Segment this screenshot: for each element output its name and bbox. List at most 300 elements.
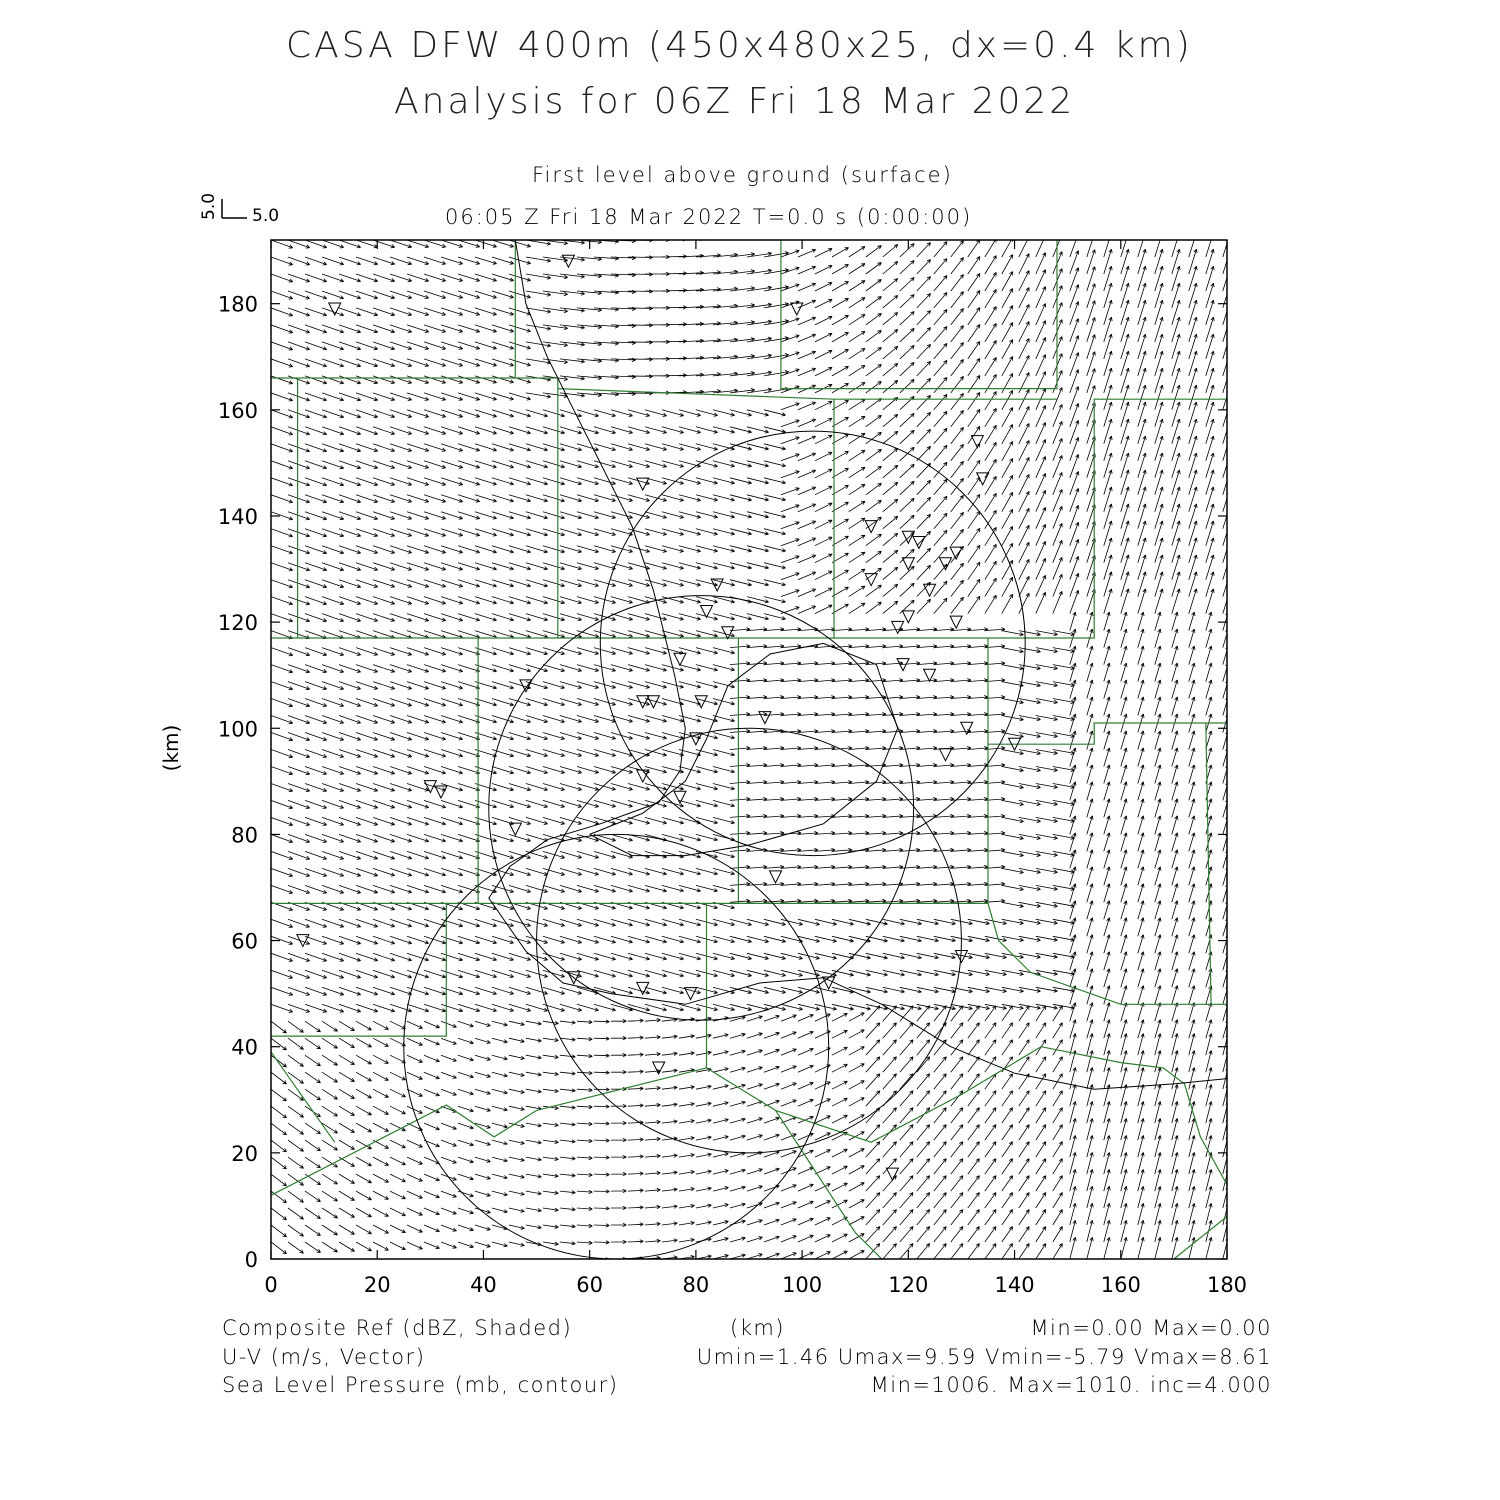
wind-vector [934,445,947,461]
wind-vector [560,1072,576,1076]
wind-vector [900,312,914,325]
wind-vector [1019,1244,1029,1260]
wind-vector [917,446,931,461]
wind-vector [1070,612,1076,631]
wind-vector [713,1102,729,1107]
wind-vector [1070,850,1076,869]
wind-vector [1053,1091,1063,1107]
wind-vector [1002,255,1013,274]
wind-vector [509,1191,525,1195]
wind-vector [781,1219,797,1225]
wind-vector [1189,986,1195,1005]
wind-vector [815,1133,831,1140]
wind-vector [492,1055,508,1060]
wind-vector [679,254,704,257]
wind-vector [849,264,865,275]
wind-vector [917,1244,930,1260]
wind-vector [1206,697,1212,716]
wind-vector [815,435,832,444]
wind-vector [1172,935,1178,954]
wind-vector [1189,799,1195,818]
wind-vector [798,317,816,325]
station-marker-icon [892,621,904,633]
wind-vector [1121,748,1127,767]
wind-vector [458,1259,474,1265]
wind-vector [1002,492,1013,511]
wind-vector [271,614,293,622]
wind-vector [747,1220,763,1225]
wind-vector [1155,1237,1161,1259]
wind-vector [883,601,898,613]
wind-vector [1155,748,1161,767]
wind-vector [611,1189,627,1193]
wind-vector [1189,816,1195,835]
wind-vector [1189,1237,1195,1259]
wind-vector [611,1138,627,1142]
wind-vector [985,1193,996,1209]
wind-vector [271,1174,287,1186]
wind-vector [764,1049,780,1055]
x-axis-unit: (km) [730,1316,786,1340]
wind-vector [1206,918,1212,937]
wind-vector [1070,663,1076,682]
wind-vector [696,1187,712,1191]
wind-vector [271,953,293,961]
wind-vector [1087,680,1093,699]
wind-vector [866,1040,880,1056]
footer-reflectivity-label: Composite Ref (dBZ, Shaded) [222,1316,573,1340]
wind-vector [1002,902,1024,907]
wind-vector [781,1151,797,1157]
wind-vector [985,1074,996,1090]
wind-vector [1002,594,1013,613]
wind-vector [713,1051,729,1056]
wind-vector [1104,731,1110,750]
wind-vector [832,298,849,308]
wind-vector [900,1040,913,1056]
wind-vector [662,1154,678,1158]
wind-vector [577,1241,593,1245]
wind-vector [883,1176,897,1192]
wind-vector [475,1225,491,1230]
wind-vector [339,1123,355,1132]
wind-vector [271,495,293,503]
wind-vector [1087,952,1093,971]
wind-vector [1138,612,1144,631]
wind-vector [917,1159,930,1175]
wind-vector [696,1119,712,1123]
wind-vector [866,364,882,376]
wind-vector [611,1019,627,1023]
wind-vector [1138,969,1144,988]
wind-vector [866,1006,880,1022]
wind-vector [1019,423,1029,443]
wind-vector [1189,901,1195,920]
wind-vector [934,496,947,511]
wind-vector [1155,215,1163,240]
wind-vector [900,244,914,258]
wind-vector [917,344,931,359]
wind-vector [271,834,293,842]
footer-pressure-label: Sea Level Pressure (mb, contour) [222,1373,619,1397]
wind-vector [271,240,293,248]
wind-vector [985,1176,996,1192]
wind-vector [798,402,816,410]
wind-vector [305,1242,321,1253]
wind-vector [917,1125,930,1141]
wind-vector [339,1072,355,1081]
wind-vector [288,1225,304,1236]
wind-vector [305,1174,321,1185]
wind-vector [985,595,997,613]
wind-vector [1223,1101,1229,1123]
wind-vector [288,1208,304,1219]
wind-vector [781,539,799,546]
wind-vector [1104,663,1110,682]
wind-vector [1172,663,1178,682]
wind-vector [900,1125,913,1141]
wind-vector [1155,833,1161,852]
wind-vector [1172,680,1178,699]
wind-vector [849,314,865,325]
wind-vector [390,1191,406,1199]
wind-vector [934,479,947,495]
wind-vector [1070,799,1076,818]
wind-vector [407,1191,423,1198]
wind-vector [1121,232,1129,257]
wind-vector [832,1064,848,1072]
wind-vector [1053,1040,1063,1056]
wind-vector [1104,629,1110,648]
wind-vector [441,1055,457,1061]
wind-vector [1070,867,1076,886]
wind-vector [475,1055,491,1060]
wind-vector [1189,918,1195,937]
wind-vector [1155,612,1161,631]
wind-vector [424,1174,440,1181]
wind-vector [798,470,816,478]
wind-vector [1104,884,1110,903]
wind-vector [1172,782,1178,801]
wind-vector [1036,1227,1046,1243]
wind-vector [492,1123,508,1128]
wind-vector [458,1157,474,1163]
wind-vector [934,343,947,359]
wind-vector [1223,1186,1229,1208]
wind-vector [696,1204,712,1208]
wind-vector [1019,576,1029,596]
station-marker-icon [913,537,925,549]
wind-vector [815,1014,831,1021]
wind-vector [1002,648,1024,653]
wind-vector [1121,612,1127,631]
wind-vector [628,1104,644,1107]
wind-vector [1121,850,1127,869]
wind-vector [1223,833,1229,852]
wind-vector [900,1057,913,1073]
wind-vector [985,273,997,292]
wind-vector [1104,816,1110,835]
wind-vector [900,1159,913,1175]
wind-vector [917,565,931,580]
wind-vector [407,1157,423,1164]
wind-vector [645,1154,661,1157]
wind-vector [730,1101,746,1106]
station-marker-icon [701,606,713,618]
wind-vector [271,1242,287,1254]
wind-vector [968,511,980,528]
wind-vector [1223,952,1229,971]
wind-vector [1223,1085,1229,1107]
wind-vector [628,1240,644,1244]
wind-vector [628,1070,644,1074]
wind-vector [866,1023,880,1038]
wind-vector [679,1052,695,1056]
wind-vector [1070,901,1076,920]
wind-vector [781,437,799,444]
wind-vector [883,1227,897,1243]
wind-vector [1002,1142,1013,1158]
wind-vector [849,1081,865,1090]
wind-vector [866,602,882,613]
wind-vector [322,1259,338,1269]
wind-vector [968,1040,980,1056]
wind-vector [1019,559,1029,579]
wind-vector [1172,850,1178,869]
wind-vector [781,1236,797,1242]
wind-vector [322,1225,338,1235]
wind-vector [424,1072,440,1079]
wind-vector [866,1091,880,1107]
wind-vector [492,1191,508,1196]
wind-vector [424,1191,440,1198]
wind-vector [1070,782,1076,801]
wind-vector [271,325,293,333]
wind-vector [1121,1003,1127,1022]
wind-vector [390,1242,406,1250]
wind-vector [985,408,997,426]
wind-vector [951,376,964,393]
wind-vector [407,1038,423,1045]
wind-vector [492,1174,508,1179]
wind-vector [475,1208,491,1213]
wind-vector [747,1118,763,1123]
wind-vector [645,1103,661,1107]
wind-vector [1036,1057,1046,1073]
wind-vector [339,1259,355,1268]
wind-vector [815,316,832,325]
wind-vector [645,1137,661,1140]
wind-vector [934,530,947,545]
wind-vector [611,1240,627,1244]
wind-vector [1087,833,1093,852]
wind-vector [1206,232,1214,257]
wind-vector [1002,851,1024,856]
wind-vector [526,1072,542,1076]
wind-vector [1070,697,1076,716]
wind-vector [271,970,293,978]
wind-vector [1019,1227,1029,1243]
wind-vector [271,1004,293,1012]
wind-vector [798,572,816,580]
wind-vector [1053,1176,1063,1192]
wind-vector [1155,918,1161,937]
wind-vector [968,1159,980,1175]
wind-vector [781,471,799,478]
wind-vector [1002,577,1013,596]
wind-vector [543,1055,559,1059]
wind-vector [662,1239,678,1243]
wind-vector [934,1142,947,1158]
wind-vector [1019,1176,1029,1192]
wind-vector [1121,646,1127,665]
wind-vector [985,1142,996,1158]
station-marker-icon [791,303,803,315]
wind-vector [1189,697,1195,716]
wind-vector [628,1053,644,1057]
wind-vector [1002,631,1024,636]
wind-vector [1087,748,1093,767]
wind-vector [815,299,832,308]
wind-vector [373,1174,389,1182]
wind-vector [1087,731,1093,750]
wind-vector [492,1089,508,1094]
wind-vector [577,1037,593,1041]
wind-vector [849,1013,865,1021]
wind-vector [934,1244,947,1260]
wind-vector [356,1123,372,1132]
wind-vector [1087,1003,1093,1022]
wind-vector [985,476,997,495]
wind-vector [1087,1237,1093,1259]
vector-key-u-label: 5.0 [252,206,280,226]
wind-vector [305,1225,321,1236]
wind-vector [356,1208,372,1217]
station-marker-icon [695,696,707,708]
wind-vector [662,289,687,293]
wind-vector [917,1210,930,1226]
wind-vector [798,351,816,359]
wind-vector [849,1251,865,1260]
wind-vector [1070,748,1076,767]
wind-vector [305,1123,321,1134]
wind-vector [968,528,980,545]
wind-vector [1019,1091,1029,1107]
wind-vector [1070,646,1076,665]
wind-vector [934,310,947,325]
wind-vector [1002,221,1013,240]
y-tick-label: 40 [231,1035,258,1060]
wind-vector [1206,629,1212,648]
wind-vector [883,1040,897,1056]
station-marker-icon [886,1168,898,1180]
wind-vector [1172,884,1178,903]
wind-vector [424,1055,440,1062]
wind-vector [271,342,293,350]
wind-vector [917,378,931,393]
wind-vector [1104,697,1110,716]
wind-vector [1002,407,1013,426]
wind-vector [985,358,997,376]
wind-vector [781,1083,797,1089]
wind-vector [441,1191,457,1197]
wind-vector [441,1021,457,1027]
wind-vector [1155,969,1161,988]
wind-vector [934,242,947,258]
wind-vector [424,1089,440,1096]
wind-vector [645,1222,661,1226]
wind-vector [1002,1040,1013,1056]
wind-vector [628,375,653,379]
wind-vector [917,1040,930,1056]
wind-vector [866,551,882,563]
wind-vector [815,1167,831,1174]
wind-vector [917,243,931,258]
wind-vector [798,232,816,240]
wind-vector [526,1208,542,1212]
wind-vector [815,401,832,410]
wind-vector [577,1139,593,1143]
wind-vector [1223,629,1229,648]
wind-vector [1087,765,1093,784]
wind-vector [917,412,931,426]
wind-vector [1002,560,1013,579]
wind-vector [458,1140,474,1146]
wind-vector [1002,1091,1013,1107]
wind-vector [322,1021,338,1031]
wind-vector [798,334,816,342]
wind-vector [679,1120,695,1124]
wind-vector [1104,867,1110,886]
wind-vector [764,1117,780,1123]
wind-vector [441,1140,457,1146]
wind-vector [798,487,816,495]
wind-vector [1053,1108,1063,1124]
wind-vector [1121,952,1127,971]
wind-vector [1121,663,1127,682]
wind-vector [356,1259,372,1268]
wind-vector [1155,680,1161,699]
wind-vector [815,537,832,546]
wind-vector [1104,935,1110,954]
wind-vector [594,1190,610,1194]
wind-vector [1155,782,1161,801]
wind-vector [1138,697,1144,716]
wind-vector [1155,850,1161,869]
wind-vector [492,1242,508,1247]
wind-vector [509,1242,525,1246]
wind-vector [730,1033,746,1038]
wind-vector [424,1225,440,1232]
wind-vector [1070,217,1079,240]
wind-vector [679,1204,695,1208]
wind-vector [1087,782,1093,801]
wind-vector [1053,1159,1063,1175]
wind-vector [866,449,882,461]
wind-vector [1019,1108,1029,1124]
wind-vector [1121,680,1127,699]
wind-vector [968,596,980,613]
wind-vector [815,367,832,376]
wind-vector [594,1241,610,1245]
wind-vector [900,261,914,275]
wind-vector [1206,663,1212,682]
wind-vector [288,1191,304,1202]
wind-vector [832,248,849,258]
wind-vector [1172,799,1178,818]
wind-vector [917,1227,930,1243]
wind-vector [1172,1003,1178,1022]
